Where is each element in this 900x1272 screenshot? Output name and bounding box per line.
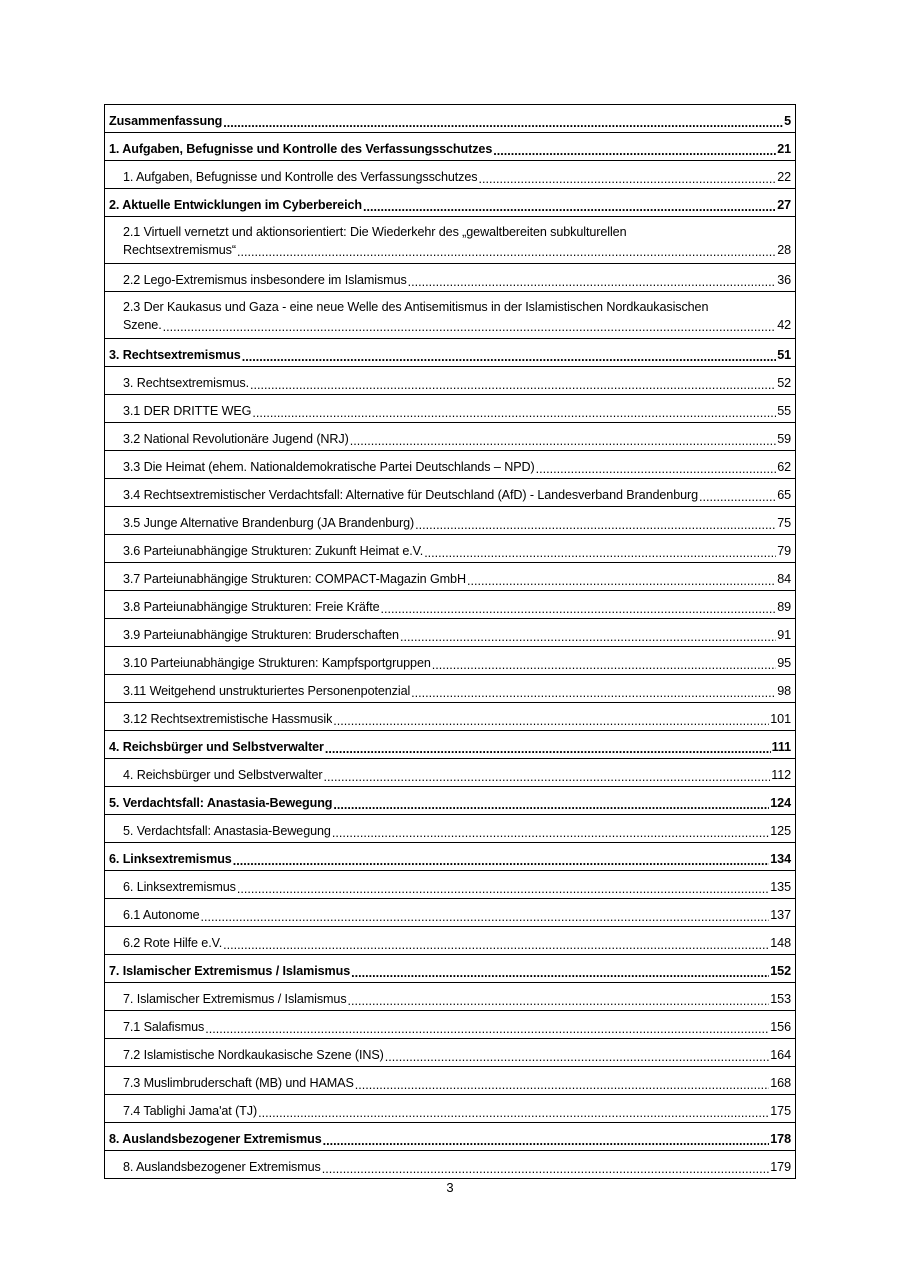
toc-entry-title: 6.2 Rote Hilfe e.V. [123, 936, 223, 950]
toc-entry-title-line1: 2.3 Der Kaukasus und Gaza - eine neue Welle des Antisemitismus in der Islamistischen Nordkaukasischen [123, 300, 709, 314]
toc-entry-page: 179 [770, 1160, 791, 1174]
toc-entry-page: 5 [784, 114, 791, 128]
toc-entry-title: 7.4 Tablighi Jama'at (TJ) [123, 1104, 258, 1118]
toc-entry-page: 148 [770, 936, 791, 950]
toc-entry-title: 3. Rechtsextremismus [109, 348, 241, 362]
toc-section-row[interactable] [105, 217, 796, 264]
toc-entry[interactable] [105, 395, 796, 423]
toc-entry-page: 89 [777, 600, 791, 614]
toc-dot-leader [333, 714, 769, 726]
toc-section-row[interactable] [105, 619, 796, 647]
toc-entry-page: 101 [770, 712, 791, 726]
toc-section-row[interactable] [105, 899, 796, 927]
toc-entry-title: 2. Aktuelle Entwicklungen im Cyberbereich [109, 198, 362, 212]
toc-dot-leader [400, 630, 776, 642]
toc-entry[interactable] [105, 871, 796, 899]
toc-entry-page: 153 [770, 992, 791, 1006]
toc-entry-page: 84 [777, 572, 791, 586]
toc-entry-title: 3.8 Parteiunabhängige Strukturen: Freie Kräfte [123, 600, 380, 614]
page-number: 3 [446, 1180, 454, 1195]
toc-section-row[interactable] [105, 161, 796, 189]
toc-entry-title: 1. Aufgaben, Befugnisse und Kontrolle des Verfassungsschutzes [123, 170, 478, 184]
toc-entry-title: 4. Reichsbürger und Selbstverwalter [123, 768, 323, 782]
toc-entry-page: 125 [770, 824, 791, 838]
toc-dot-leader [478, 172, 776, 184]
toc-dot-leader [350, 434, 776, 446]
toc-entry-page: 42 [777, 318, 791, 332]
toc-section-row[interactable] [105, 395, 796, 423]
toc-chapter-row[interactable] [105, 955, 796, 983]
toc-dot-leader [381, 602, 777, 614]
toc-entry[interactable] [105, 535, 796, 563]
toc-section-row[interactable] [105, 479, 796, 507]
toc-entry-page: 134 [770, 852, 791, 866]
toc-dot-leader [351, 966, 769, 978]
toc-entry-page: 59 [777, 432, 791, 446]
toc-entry-title: 6.1 Autonome [123, 908, 200, 922]
toc-section-row[interactable] [105, 563, 796, 591]
toc-entry-title: 5. Verdachtsfall: Anastasia-Bewegung [109, 796, 333, 810]
toc-entry[interactable] [105, 1039, 796, 1067]
toc-section-row[interactable] [105, 264, 796, 292]
toc-section-row[interactable] [105, 423, 796, 451]
toc-section-row[interactable] [105, 1151, 796, 1179]
toc-dot-leader [324, 770, 771, 782]
toc-chapter-row[interactable] [105, 339, 796, 367]
toc-dot-leader [408, 275, 777, 287]
toc-dot-leader [411, 686, 776, 698]
toc-entry-page: 168 [770, 1076, 791, 1090]
toc-entry-page: 55 [777, 404, 791, 418]
toc-dot-leader [333, 798, 769, 810]
toc-entry-page: 178 [770, 1132, 791, 1146]
toc-entry-title: 3.4 Rechtsextremistischer Verdachtsfall: Alternative für Deutschland (AfD) - Landesverband Brandenburg [123, 488, 699, 502]
toc-entry[interactable] [105, 217, 796, 264]
toc-entry-page: 111 [771, 740, 791, 754]
toc-dot-leader [258, 1106, 769, 1118]
toc-section-row[interactable] [105, 871, 796, 899]
toc-chapter-row[interactable] [105, 189, 796, 217]
toc-entry[interactable] [105, 1011, 796, 1039]
toc-dot-leader [323, 1134, 770, 1146]
toc-entry-title: 7. Islamischer Extremismus / Islamismus [123, 992, 347, 1006]
toc-dot-leader [325, 742, 771, 754]
toc-entry[interactable] [105, 927, 796, 955]
toc-entry-title: 3. Rechtsextremismus. [123, 376, 249, 390]
toc-entry-title: 3.2 National Revolutionäre Jugend (NRJ) [123, 432, 349, 446]
toc-section-row[interactable] [105, 675, 796, 703]
toc-entry-page: 75 [777, 516, 791, 530]
toc-section-row[interactable] [105, 815, 796, 843]
toc-entry-title: 3.3 Die Heimat (ehem. Nationaldemokratische Partei Deutschlands – NPD) [123, 460, 535, 474]
toc-entry-page: 79 [777, 544, 791, 558]
toc-chapter-row[interactable] [105, 1123, 796, 1151]
toc-section-row[interactable] [105, 535, 796, 563]
toc-dot-leader [363, 200, 776, 212]
toc-dot-leader [385, 1050, 770, 1062]
toc-entry-title: 4. Reichsbürger und Selbstverwalter [109, 740, 324, 754]
toc-entry-page: 98 [777, 684, 791, 698]
toc-entry-title: 8. Auslandsbezogener Extremismus [109, 1132, 322, 1146]
toc-entry-title: 7.1 Salafismus [123, 1020, 205, 1034]
toc-entry-page: 27 [777, 198, 791, 212]
toc-section-row[interactable] [105, 1095, 796, 1123]
toc-entry-title: 3.5 Junge Alternative Brandenburg (JA Brandenburg) [123, 516, 415, 530]
toc-dot-leader [699, 490, 776, 502]
toc-entry-page: 28 [777, 243, 791, 257]
toc-entry-title: 6. Linksextremismus [109, 852, 232, 866]
toc-entry[interactable] [105, 339, 796, 367]
toc-entry-title: Szene. [123, 318, 162, 332]
toc-dot-leader [432, 658, 776, 670]
toc-entry[interactable] [105, 264, 796, 292]
toc-entry[interactable] [105, 983, 796, 1011]
toc-dot-leader [252, 406, 776, 418]
toc-dot-leader [415, 518, 776, 530]
toc-entry-title: 3.12 Rechtsextremistische Hassmusik [123, 712, 333, 726]
toc-section-row[interactable] [105, 1011, 796, 1039]
toc-entry[interactable] [105, 955, 796, 983]
toc-section-row[interactable] [105, 507, 796, 535]
toc-entry[interactable] [105, 423, 796, 451]
toc-entry[interactable] [105, 161, 796, 189]
toc-entry-page: 124 [770, 796, 791, 810]
toc-dot-leader [201, 910, 770, 922]
toc-dot-leader [237, 882, 769, 894]
toc-entry-title: 7. Islamischer Extremismus / Islamismus [109, 964, 351, 978]
toc-dot-leader [348, 994, 770, 1006]
toc-entry-title: 1. Aufgaben, Befugnisse und Kontrolle des Verfassungsschutzes [109, 142, 493, 156]
toc-dot-leader [242, 350, 776, 362]
toc-dot-leader [322, 1162, 770, 1174]
toc-entry-title: 6. Linksextremismus [123, 880, 236, 894]
toc-entry-title-line1: 2.1 Virtuell vernetzt und aktionsorientiert: Die Wiederkehr des „gewaltbereiten subkulturellen [123, 225, 627, 239]
toc-entry-page: 112 [771, 768, 791, 782]
toc-section-row[interactable] [105, 1067, 796, 1095]
toc-chapter-row[interactable] [105, 731, 796, 759]
toc-entry[interactable] [105, 105, 796, 133]
toc-dot-leader [223, 938, 769, 950]
toc-entry[interactable] [105, 479, 796, 507]
toc-entry-title: 3.7 Parteiunabhängige Strukturen: COMPACT-Magazin GmbH [123, 572, 466, 586]
toc-entry[interactable] [105, 507, 796, 535]
toc-entry[interactable] [105, 292, 796, 339]
toc-dot-leader [424, 546, 776, 558]
toc-entry[interactable] [105, 731, 796, 759]
toc-entry[interactable] [105, 675, 796, 703]
toc-dot-leader [355, 1078, 770, 1090]
toc-dot-leader [250, 378, 776, 390]
table-of-contents [104, 104, 796, 1179]
toc-entry-page: 65 [777, 488, 791, 502]
toc-entry-title: 3.9 Parteiunabhängige Strukturen: Bruderschaften [123, 628, 399, 642]
toc-entry[interactable] [105, 367, 796, 395]
toc-dot-leader [237, 247, 776, 259]
toc-entry[interactable] [105, 815, 796, 843]
toc-chapter-row[interactable] [105, 105, 796, 133]
toc-dot-leader [467, 574, 776, 586]
toc-entry[interactable] [105, 1123, 796, 1151]
toc-entry-title: 7.3 Muslimbruderschaft (MB) und HAMAS [123, 1076, 354, 1090]
toc-entry[interactable] [105, 591, 796, 619]
toc-entry-page: 175 [770, 1104, 791, 1118]
toc-entry[interactable] [105, 451, 796, 479]
toc-entry-page: 164 [770, 1048, 791, 1062]
toc-entry[interactable] [105, 189, 796, 217]
toc-section-row[interactable] [105, 703, 796, 731]
toc-entry-page: 21 [777, 142, 791, 156]
toc-entry[interactable] [105, 563, 796, 591]
toc-dot-leader [536, 462, 777, 474]
toc-entry[interactable] [105, 703, 796, 731]
toc-chapter-row[interactable] [105, 843, 796, 871]
toc-entry[interactable] [105, 759, 796, 787]
toc-dot-leader [205, 1022, 769, 1034]
toc-section-row[interactable] [105, 759, 796, 787]
toc-entry-page: 91 [777, 628, 791, 642]
toc-section-row[interactable] [105, 292, 796, 339]
toc-section-row[interactable] [105, 983, 796, 1011]
toc-entry-title: 8. Auslandsbezogener Extremismus [123, 1160, 321, 1174]
toc-dot-leader [163, 322, 777, 334]
toc-section-row[interactable] [105, 647, 796, 675]
toc-entry-title: 3.6 Parteiunabhängige Strukturen: Zukunft Heimat e.V. [123, 544, 424, 558]
toc-entry-page: 36 [777, 273, 791, 287]
toc-entry-page: 62 [777, 460, 791, 474]
toc-entry[interactable] [105, 1095, 796, 1123]
toc-entry-title: 5. Verdachtsfall: Anastasia-Bewegung [123, 824, 331, 838]
toc-entry-page: 95 [777, 656, 791, 670]
toc-section-row[interactable] [105, 1039, 796, 1067]
toc-entry-page: 156 [770, 1020, 791, 1034]
toc-section-row[interactable] [105, 367, 796, 395]
toc-entry-title: Rechtsextremismus“ [123, 243, 236, 257]
toc-entry-page: 52 [777, 376, 791, 390]
toc-section-row[interactable] [105, 927, 796, 955]
toc-chapter-row[interactable] [105, 133, 796, 161]
toc-entry-page: 51 [777, 348, 791, 362]
toc-entry[interactable] [105, 1067, 796, 1095]
toc-entry[interactable] [105, 899, 796, 927]
toc-entry-title: Zusammenfassung [109, 114, 223, 128]
toc-section-row[interactable] [105, 451, 796, 479]
toc-dot-leader [223, 116, 783, 128]
toc-entry-page: 22 [777, 170, 791, 184]
toc-section-row[interactable] [105, 591, 796, 619]
toc-entry-title: 3.11 Weitgehend unstrukturiertes Personenpotenzial [123, 684, 411, 698]
toc-entry-page: 135 [770, 880, 791, 894]
toc-entry-title: 7.2 Islamistische Nordkaukasische Szene (INS) [123, 1048, 384, 1062]
toc-entry[interactable] [105, 133, 796, 161]
toc-entry[interactable] [105, 647, 796, 675]
toc-entry[interactable] [105, 1151, 796, 1179]
toc-entry-page: 137 [770, 908, 791, 922]
toc-entry[interactable] [105, 787, 796, 815]
toc-entry-title: 3.1 DER DRITTE WEG [123, 404, 252, 418]
toc-entry[interactable] [105, 843, 796, 871]
toc-dot-leader [332, 826, 769, 838]
toc-entry-title: 3.10 Parteiunabhängige Strukturen: Kampfsportgruppen [123, 656, 431, 670]
toc-entry[interactable] [105, 619, 796, 647]
toc-entry-title: 2.2 Lego-Extremismus insbesondere im Islamismus [123, 273, 407, 287]
toc-chapter-row[interactable] [105, 787, 796, 815]
toc-dot-leader [493, 144, 776, 156]
toc-dot-leader [233, 854, 770, 866]
toc-entry-page: 152 [770, 964, 791, 978]
